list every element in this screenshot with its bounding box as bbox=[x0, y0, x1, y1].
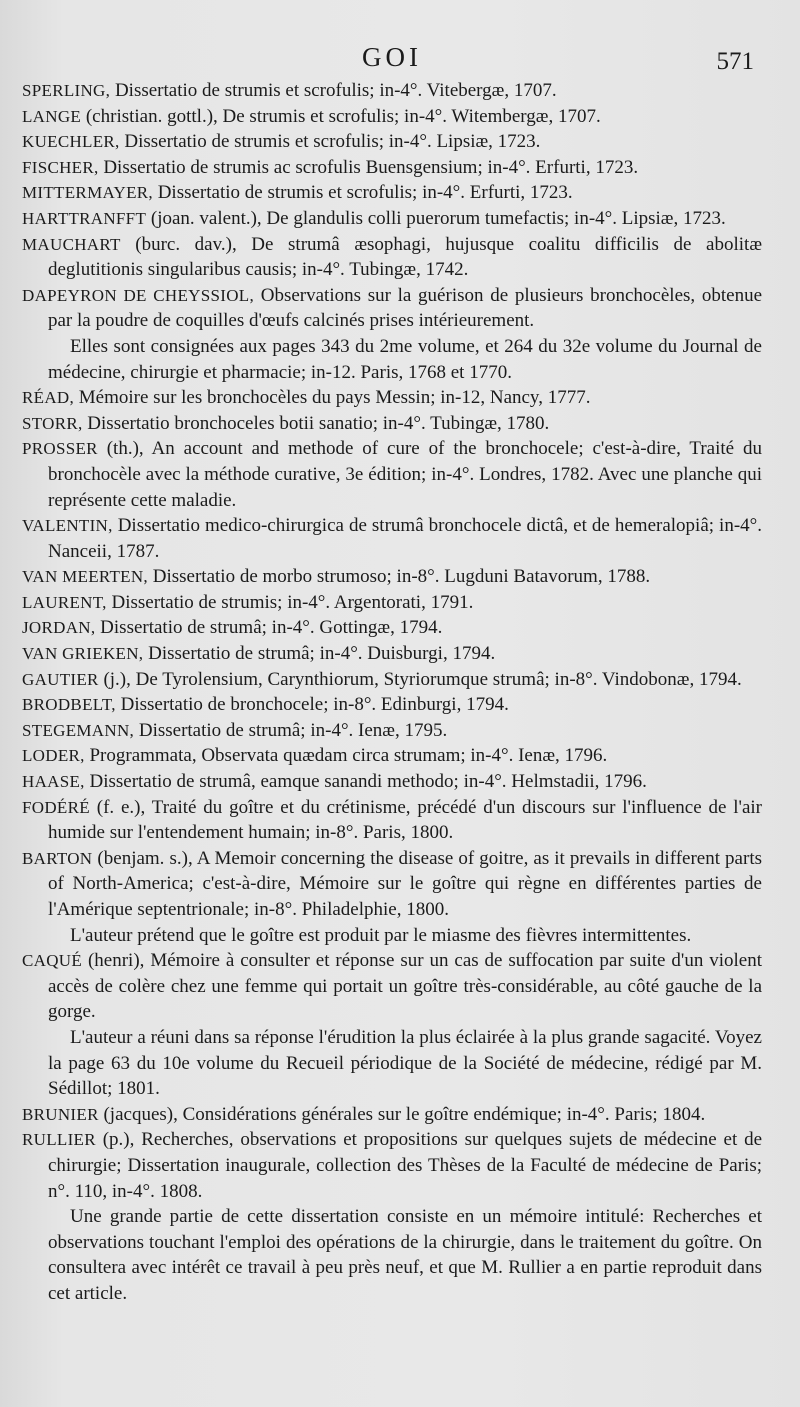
entry-text: (christian. gottl.), De strumis et scrofulis; in-4°. Witembergæ, 1707. bbox=[81, 105, 601, 127]
bibliography-entry bbox=[22, 743, 762, 769]
bibliography-entry bbox=[22, 385, 762, 411]
entry-text: (burc. dav.), De strumâ æsophagi, hujusque coalitu difficilis de abolitæ deglutitionis singularibus causis; in-4°. Tubingæ, 1742. bbox=[48, 233, 762, 281]
bibliography-entry bbox=[22, 513, 762, 564]
entry-author: VAN GRIEKEN, bbox=[22, 644, 144, 664]
entry-text: Dissertatio bronchoceles botii sanatio; in-4°. Tubingæ, 1780. bbox=[82, 412, 550, 434]
bibliography-entry bbox=[22, 129, 762, 155]
bibliography-entry bbox=[22, 718, 762, 744]
entry-author: BARTON bbox=[22, 848, 93, 868]
bibliography-entry bbox=[22, 795, 762, 846]
bibliography-entry bbox=[22, 846, 762, 923]
bibliography-entry bbox=[22, 667, 762, 693]
bibliography-entry bbox=[22, 206, 762, 232]
entry-text: Programmata, Observata quædam circa strumam; in-4°. Ienæ, 1796. bbox=[84, 745, 608, 767]
entry-text: Dissertatio de strumis ac scrofulis Buensgensium; in-4°. Erfurti, 1723. bbox=[98, 156, 639, 178]
bibliography-entry bbox=[22, 769, 762, 795]
entry-author: FISCHER, bbox=[22, 157, 99, 177]
entry-text: (p.), Recherches, observations et propositions sur quelques sujets de médecine et de chirurgie; Dissertation inaugurale, collection des Thèses de la Faculté de médecine de Paris; n°. 110, in-4°. 1808. bbox=[48, 1129, 762, 1202]
page-number: 571 bbox=[716, 48, 754, 75]
entry-text: Dissertatio de strumis; in-4°. Argentorati, 1791. bbox=[106, 591, 474, 613]
bibliography-entry bbox=[22, 1102, 762, 1128]
entry-text: Mémoire sur les bronchocèles du pays Messin; in-12, Nancy, 1777. bbox=[74, 387, 591, 409]
bibliography-list bbox=[22, 78, 762, 1307]
bibliography-entry bbox=[22, 590, 762, 616]
bibliography-entry bbox=[22, 948, 762, 1025]
page-header bbox=[22, 28, 762, 78]
entry-author: SPERLING, bbox=[22, 81, 111, 100]
entry-text: Dissertatio de strumis et scrofulis; in-4°. Erfurti, 1723. bbox=[152, 182, 573, 204]
annotation-paragraph bbox=[22, 923, 762, 949]
entry-text: Dissertatio de strumâ; in-4°. Ienæ, 1795. bbox=[134, 719, 448, 741]
entry-author: MITTERMAYER, bbox=[22, 183, 153, 203]
bibliography-entry bbox=[22, 180, 762, 206]
bibliography-entry bbox=[22, 104, 762, 130]
entry-text: Dissertatio de strumâ; in-4°. Gottingæ, 1794. bbox=[95, 617, 443, 639]
entry-author: HAASE, bbox=[22, 772, 85, 792]
entry-text: (th.), An account and methode of cure of the bronchocele; c'est-à-dire, Traité du bronchocèle avec la méthode curative, 3e édition; in-4°. Londres, 1782. Avec une planche qui représente cette maladie. bbox=[48, 438, 762, 511]
bibliography-entry bbox=[22, 615, 762, 641]
entry-author: FODÉRÉ bbox=[22, 797, 90, 817]
entry-text: Dissertatio de strumis et scrofulis; in-4°. Lipsiæ, 1723. bbox=[119, 131, 541, 153]
entry-text: (benjam. s.), A Memoir concerning the disease of goitre, as it prevails in different parts of North-America; c'est-à-dire, Mémoire sur le goître qui règne en différentes parties de l'Amérique septentrionale; in-8°. Philadelphie, 1800. bbox=[48, 847, 762, 920]
entry-author: MAUCHART bbox=[22, 234, 121, 254]
entry-author: GAUTIER bbox=[22, 669, 99, 689]
entry-text: Dissertatio de morbo strumoso; in-8°. Lugduni Batavorum, 1788. bbox=[148, 566, 651, 588]
bibliography-entry bbox=[22, 641, 762, 667]
entry-text: Dissertatio medico-chirurgica de strumâ bronchocele dictâ, et de hemeralopiâ; in-4°. Nanceii, 1787. bbox=[48, 515, 762, 562]
bibliography-entry bbox=[22, 411, 762, 437]
entry-author: JORDAN, bbox=[22, 618, 96, 638]
entry-author: HARTTRANFFT bbox=[22, 208, 147, 228]
annotation-text: Une grande partie de cette dissertation consiste en un mémoire intitulé: Recherches et observations touchant l'emploi des opérations de la chirurgie, dans le traitement du goître. On consultera avec intérêt ce travail à peu près neuf, et que M. Rullier a en partie reproduit dans cet article. bbox=[48, 1206, 762, 1304]
bibliography-entry bbox=[22, 155, 762, 181]
entry-author: LANGE bbox=[22, 106, 82, 126]
entry-text: (joan. valent.), De glandulis colli puerorum tumefactis; in-4°. Lipsiæ, 1723. bbox=[146, 207, 726, 229]
bibliography-entry bbox=[22, 232, 762, 283]
entry-author: RULLIER bbox=[22, 1130, 96, 1150]
entry-author: BRODBELT, bbox=[22, 695, 116, 715]
entry-text: (henri), Mémoire à consulter et réponse sur un cas de suffocation par suite d'un violent accès de colère chez une femme qui portait un goître très-considérable, au côté gauche de la gorge. bbox=[48, 950, 762, 1023]
entry-text: (f. e.), Traité du goître et du crétinisme, précédé d'un discours sur l'influence de l'air humide sur l'entendement humain; in-8°. Paris, 1800. bbox=[48, 796, 762, 844]
entry-text: Dissertatio de strumâ; in-4°. Duisburgi, 1794. bbox=[143, 643, 496, 665]
entry-text: Dissertatio de strumis et scrofulis; in-4°. Vitebergæ, 1707. bbox=[110, 80, 557, 101]
entry-author: LAURENT, bbox=[22, 592, 107, 612]
entry-author: VAN MEERTEN, bbox=[22, 567, 148, 587]
entry-text: (jacques), Considérations générales sur le goître endémique; in-4°. Paris; 1804. bbox=[98, 1103, 706, 1125]
entry-author: DAPEYRON DE CHEYSSIOL, bbox=[22, 285, 255, 305]
entry-author: STORR, bbox=[22, 413, 83, 433]
entry-text: Dissertatio de strumâ, eamque sanandi methodo; in-4°. Helmstadii, 1796. bbox=[84, 771, 647, 793]
annotation-text: Elles sont consignées aux pages 343 du 2me volume, et 264 du 32e volume du Journal de médecine, chirurgie et pharmacie; in-12. Paris, 1768 et 1770. bbox=[48, 335, 762, 383]
entry-author: STEGEMANN, bbox=[22, 720, 135, 740]
entry-author: CAQUÉ bbox=[22, 951, 83, 971]
annotation-paragraph bbox=[22, 1204, 762, 1306]
annotation-paragraph bbox=[22, 1025, 762, 1102]
entry-text: (j.), De Tyrolensium, Carynthiorum, Styriorumque strumâ; in-8°. Vindobonæ, 1794. bbox=[98, 668, 742, 690]
entry-author: RÉAD, bbox=[22, 388, 75, 408]
entry-author: KUECHLER, bbox=[22, 132, 120, 152]
annotation-paragraph bbox=[22, 334, 762, 385]
bibliography-entry bbox=[22, 436, 762, 513]
entry-text: Observations sur la guérison de plusieurs bronchocèles, obtenue par la poudre de coquilles d'œufs calcinés prises intérieurement. bbox=[48, 284, 762, 332]
entry-text: Dissertatio de bronchocele; in-8°. Edinburgi, 1794. bbox=[115, 694, 509, 716]
bibliography-entry bbox=[22, 564, 762, 590]
entry-author: BRUNIER bbox=[22, 1104, 99, 1124]
bibliography-entry bbox=[22, 283, 762, 334]
running-head: GOI bbox=[362, 42, 422, 72]
entry-author: PROSSER bbox=[22, 439, 98, 459]
bibliography-entry bbox=[22, 1127, 762, 1204]
entry-author: VALENTIN, bbox=[22, 516, 113, 536]
annotation-text: L'auteur prétend que le goître est produit par le miasme des fièvres intermittentes. bbox=[70, 924, 692, 946]
entry-author: LODER, bbox=[22, 746, 85, 766]
annotation-text: L'auteur a réuni dans sa réponse l'érudition la plus éclairée à la plus grande sagacité. Voyez la page 63 du 10e volume du Recueil périodique de la Société de médecine, rédigé par M. Sédillot; 1801. bbox=[48, 1026, 762, 1100]
bibliography-entry bbox=[22, 78, 762, 104]
bibliography-entry bbox=[22, 692, 762, 718]
